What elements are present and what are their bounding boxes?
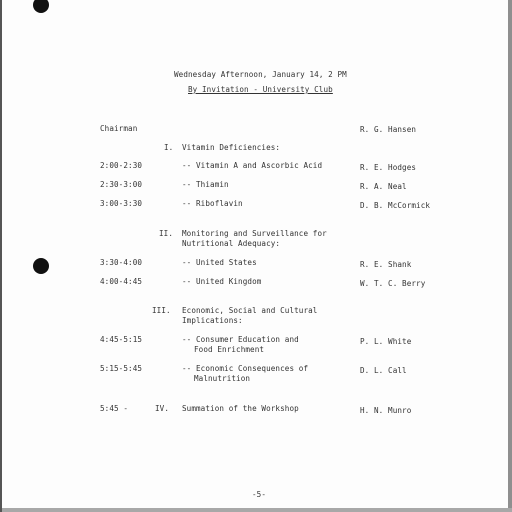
session-topic: -- United Kingdom: [182, 277, 262, 286]
session-topic-continued: Malnutrition: [194, 374, 251, 383]
session-topic: -- Thiamin: [182, 180, 229, 189]
session-speaker: R. A. Neal: [360, 182, 407, 191]
section-title-continued: Nutritional Adequacy:: [182, 239, 281, 248]
session-topic: -- United States: [182, 258, 257, 267]
session-time: 3:00-3:30: [100, 199, 143, 208]
session-time: 3:30-4:00: [100, 258, 143, 267]
page-bottom-edge: [2, 508, 512, 512]
session-speaker: R. E. Hodges: [360, 163, 417, 172]
session-topic-continued: Food Enrichment: [194, 345, 265, 354]
section-numeral: III.: [152, 306, 171, 315]
section-numeral: I.: [164, 143, 174, 152]
session-time: 4:00-4:45: [100, 277, 143, 286]
session-time: 2:30-3:00: [100, 180, 143, 189]
header-date: Wednesday Afternoon, January 14, 2 PM: [174, 70, 347, 79]
session-speaker: P. L. White: [360, 337, 412, 346]
session-speaker: D. B. McCormick: [360, 201, 431, 210]
section-title: Economic, Social and Cultural: [182, 306, 318, 315]
section-numeral: II.: [159, 229, 174, 238]
section-numeral: IV.: [155, 404, 170, 413]
section-title: Vitamin Deficiencies:: [182, 143, 281, 152]
session-speaker: H. N. Munro: [360, 406, 412, 415]
session-time: 5:15-5:45: [100, 364, 143, 373]
page-edge-shadow: [508, 0, 512, 512]
section-title-continued: Implications:: [182, 316, 243, 325]
page-number: -5-: [252, 490, 267, 499]
chairman-name: R. G. Hansen: [360, 125, 417, 134]
section-title: Monitoring and Surveillance for: [182, 229, 327, 238]
session-speaker: D. L. Call: [360, 366, 407, 375]
session-time: 2:00-2:30: [100, 161, 143, 170]
session-time: 5:45 -: [100, 404, 129, 413]
header-location: By Invitation - University Club: [188, 85, 333, 94]
punch-hole-middle: [33, 258, 49, 274]
chairman-label: Chairman: [100, 124, 138, 133]
session-speaker: W. T. C. Berry: [360, 279, 426, 288]
session-speaker: R. E. Shank: [360, 260, 412, 269]
session-topic: -- Vitamin A and Ascorbic Acid: [182, 161, 323, 170]
punch-hole-top: [33, 0, 49, 13]
session-time: 4:45-5:15: [100, 335, 143, 344]
section-title: Summation of the Workshop: [182, 404, 299, 413]
session-topic: -- Riboflavin: [182, 199, 243, 208]
session-topic: -- Economic Consequences of: [182, 364, 309, 373]
session-topic: -- Consumer Education and: [182, 335, 299, 344]
